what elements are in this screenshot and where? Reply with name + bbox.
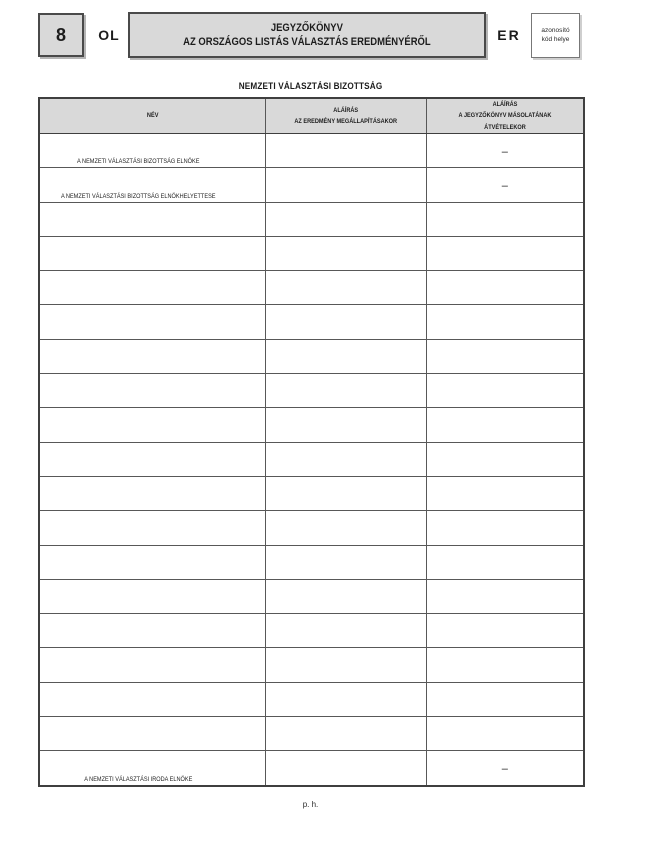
signature-copy-cell[interactable] bbox=[426, 476, 584, 510]
table-row bbox=[39, 545, 584, 579]
dash-mark: – bbox=[501, 145, 508, 158]
table-row bbox=[39, 751, 584, 786]
form-code-right bbox=[492, 13, 526, 57]
signature-copy-cell[interactable] bbox=[426, 339, 584, 373]
column-header-signature-copy-text bbox=[458, 99, 551, 132]
table-row bbox=[39, 202, 584, 236]
id-box-line2: kód helye bbox=[541, 35, 570, 43]
name-cell[interactable] bbox=[39, 408, 265, 442]
signature-result-cell[interactable] bbox=[265, 374, 426, 408]
table-row bbox=[39, 579, 584, 613]
signature-copy-cell[interactable] bbox=[426, 408, 584, 442]
signature-copy-cell[interactable] bbox=[426, 579, 584, 613]
seal-placeholder-text: p. h. bbox=[302, 800, 319, 809]
signature-result-cell[interactable] bbox=[265, 339, 426, 373]
signature-result-cell[interactable] bbox=[265, 579, 426, 613]
table-row bbox=[39, 682, 584, 716]
signature-copy-cell[interactable] bbox=[426, 202, 584, 236]
signature-result-cell[interactable] bbox=[265, 442, 426, 476]
row-label: A NEMZETI VÁLASZTÁSI BIZOTTSÁG ELNÖKHELYETTESE bbox=[60, 192, 216, 200]
signature-copy-cell[interactable] bbox=[426, 614, 584, 648]
signature-copy-cell[interactable] bbox=[426, 134, 584, 168]
signature-result-cell[interactable] bbox=[265, 682, 426, 716]
id-box-line1: azonosító bbox=[541, 26, 570, 34]
table-row bbox=[39, 168, 584, 202]
table-row bbox=[39, 339, 584, 373]
signature-result-cell[interactable] bbox=[265, 408, 426, 442]
seal-placeholder bbox=[38, 800, 583, 809]
page-number-box bbox=[38, 13, 84, 57]
signature-result-cell[interactable] bbox=[265, 545, 426, 579]
section-title-text: NEMZETI VÁLASZTÁSI BIZOTTSÁG bbox=[238, 81, 383, 92]
form-code-left-label: OL bbox=[98, 27, 120, 43]
name-cell[interactable] bbox=[39, 202, 265, 236]
table-row bbox=[39, 134, 584, 168]
name-cell[interactable] bbox=[39, 168, 265, 202]
signature-copy-cell[interactable] bbox=[426, 271, 584, 305]
signature-copy-line2: A JEGYZŐKÖNYV MÁSOLATÁNAK bbox=[458, 112, 552, 120]
name-cell[interactable] bbox=[39, 511, 265, 545]
table-header bbox=[39, 98, 584, 134]
name-cell[interactable] bbox=[39, 374, 265, 408]
signature-result-cell[interactable] bbox=[265, 168, 426, 202]
table-row bbox=[39, 408, 584, 442]
table-row bbox=[39, 374, 584, 408]
signature-result-line1: ALÁÍRÁS bbox=[333, 106, 358, 114]
name-cell[interactable] bbox=[39, 305, 265, 339]
signature-copy-cell[interactable] bbox=[426, 442, 584, 476]
column-header-name-text: NÉV bbox=[146, 112, 159, 120]
signature-copy-cell[interactable] bbox=[426, 305, 584, 339]
column-header-name bbox=[39, 98, 265, 134]
signature-result-cell[interactable] bbox=[265, 511, 426, 545]
name-cell[interactable] bbox=[39, 717, 265, 751]
column-header-signature-copy bbox=[426, 98, 584, 134]
name-cell[interactable] bbox=[39, 614, 265, 648]
signature-copy-line1: ALÁÍRÁS bbox=[492, 101, 518, 109]
form-title-line1: JEGYZŐKÖNYV bbox=[270, 22, 344, 34]
table-row bbox=[39, 271, 584, 305]
row-label: A NEMZETI VÁLASZTÁSI BIZOTTSÁG ELNÖKE bbox=[77, 158, 200, 166]
signature-result-cell[interactable] bbox=[265, 305, 426, 339]
signature-result-cell[interactable] bbox=[265, 236, 426, 270]
signature-result-cell[interactable] bbox=[265, 134, 426, 168]
table-row bbox=[39, 236, 584, 270]
name-cell[interactable] bbox=[39, 682, 265, 716]
table-row bbox=[39, 476, 584, 510]
committee-table-body bbox=[39, 134, 584, 786]
dash-mark: – bbox=[501, 179, 508, 192]
signature-result-cell[interactable] bbox=[265, 614, 426, 648]
name-cell[interactable] bbox=[39, 339, 265, 373]
dash-mark: – bbox=[501, 762, 508, 775]
form-title-line2: AZ ORSZÁGOS LISTÁS VÁLASZTÁS EREDMÉNYÉRŐL bbox=[183, 36, 431, 48]
page-number: 8 bbox=[55, 24, 66, 45]
table-row bbox=[39, 648, 584, 682]
signature-copy-cell[interactable] bbox=[426, 511, 584, 545]
name-cell[interactable] bbox=[39, 236, 265, 270]
name-cell[interactable] bbox=[39, 271, 265, 305]
signature-result-cell[interactable] bbox=[265, 476, 426, 510]
form-title-box bbox=[128, 12, 486, 58]
table-row bbox=[39, 511, 584, 545]
signature-result-cell[interactable] bbox=[265, 751, 426, 786]
id-code-box bbox=[531, 13, 580, 58]
name-cell[interactable] bbox=[39, 134, 265, 168]
signature-copy-cell[interactable] bbox=[426, 717, 584, 751]
row-label: A NEMZETI VÁLASZTÁSI IRODA ELNÖKE bbox=[84, 775, 193, 783]
name-cell[interactable] bbox=[39, 648, 265, 682]
table-row bbox=[39, 717, 584, 751]
signature-copy-cell[interactable] bbox=[426, 236, 584, 270]
name-cell[interactable] bbox=[39, 442, 265, 476]
name-cell[interactable] bbox=[39, 751, 265, 786]
signature-result-cell[interactable] bbox=[265, 271, 426, 305]
column-header-signature-result-text bbox=[294, 105, 397, 127]
signature-result-cell[interactable] bbox=[265, 648, 426, 682]
table-row bbox=[39, 305, 584, 339]
signature-copy-cell[interactable] bbox=[426, 648, 584, 682]
committee-signature-table bbox=[38, 97, 585, 787]
name-cell[interactable] bbox=[39, 476, 265, 510]
signature-copy-line3: ÁTVÉTELEKOR bbox=[483, 123, 526, 131]
form-code-left bbox=[88, 13, 130, 57]
table-header-row bbox=[39, 98, 584, 134]
signature-result-cell[interactable] bbox=[265, 717, 426, 751]
signature-copy-cell[interactable] bbox=[426, 545, 584, 579]
signature-copy-cell[interactable] bbox=[426, 374, 584, 408]
signature-copy-cell[interactable] bbox=[426, 751, 584, 786]
name-cell[interactable] bbox=[39, 545, 265, 579]
signature-copy-cell[interactable] bbox=[426, 682, 584, 716]
form-code-right-label: ER bbox=[497, 27, 521, 43]
table-row bbox=[39, 442, 584, 476]
signature-copy-cell[interactable] bbox=[426, 168, 584, 202]
signature-result-cell[interactable] bbox=[265, 202, 426, 236]
signature-result-line2: AZ EREDMÉNY MEGÁLLAPÍTÁSAKOR bbox=[294, 118, 397, 125]
table-row bbox=[39, 614, 584, 648]
name-cell[interactable] bbox=[39, 579, 265, 613]
column-header-signature-result bbox=[265, 98, 426, 134]
section-title bbox=[38, 81, 583, 92]
